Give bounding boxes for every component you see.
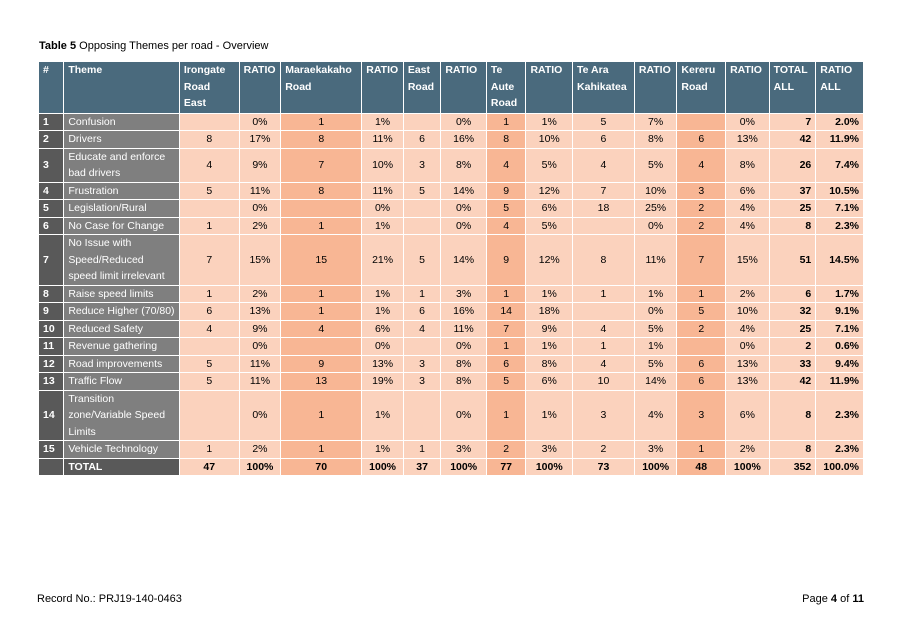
- count-cell: 1: [404, 441, 440, 458]
- total-cell: 2: [770, 338, 816, 355]
- theme-cell: Vehicle Technology: [64, 441, 179, 458]
- count-cell: 7: [281, 149, 361, 182]
- table-row: [39, 321, 863, 338]
- count-total-cell: 48: [677, 459, 725, 476]
- total-cell: 42: [770, 373, 816, 390]
- ratio-cell: 4%: [726, 321, 769, 338]
- count-cell: 2: [677, 321, 725, 338]
- count-cell: 5: [404, 183, 440, 200]
- ratio-cell: 4%: [726, 200, 769, 217]
- ratio-cell: 0%: [635, 218, 677, 235]
- table-row: [39, 441, 863, 458]
- count-cell: 1: [281, 303, 361, 320]
- count-cell: 1: [281, 286, 361, 303]
- total-cell: 26: [770, 149, 816, 182]
- count-cell: [281, 200, 361, 217]
- ratio-cell: 12%: [526, 183, 572, 200]
- ratio-total-cell: 100%: [362, 459, 403, 476]
- grand-total-cell: 352: [770, 459, 816, 476]
- count-cell: [404, 391, 440, 441]
- column-header: RATIO: [362, 62, 403, 113]
- ratio-cell: 18%: [526, 303, 572, 320]
- count-cell: 1: [677, 286, 725, 303]
- row-number: 12: [39, 356, 63, 373]
- ratio-cell: 11%: [635, 235, 677, 285]
- table-row: [39, 114, 863, 131]
- count-cell: [404, 114, 440, 131]
- row-number: 15: [39, 441, 63, 458]
- total-cell: 37: [770, 183, 816, 200]
- ratio-cell: 10%: [362, 149, 403, 182]
- ratio-cell: 6%: [726, 183, 769, 200]
- row-number: 8: [39, 286, 63, 303]
- row-number: 1: [39, 114, 63, 131]
- column-header: TOTAL ALL: [770, 62, 816, 113]
- ratio-cell: 0%: [240, 200, 281, 217]
- ratio-all-cell: 7.4%: [816, 149, 863, 182]
- ratio-cell: 8%: [441, 149, 486, 182]
- count-cell: 4: [487, 218, 526, 235]
- ratio-cell: 5%: [635, 149, 677, 182]
- count-cell: 1: [487, 286, 526, 303]
- ratio-cell: 9%: [240, 321, 281, 338]
- table-row: [39, 149, 863, 182]
- ratio-cell: 13%: [726, 356, 769, 373]
- count-cell: 2: [677, 218, 725, 235]
- column-header: Theme: [64, 62, 179, 113]
- ratio-cell: 3%: [635, 441, 677, 458]
- count-cell: [180, 114, 239, 131]
- row-number: 11: [39, 338, 63, 355]
- ratio-cell: 1%: [635, 338, 677, 355]
- ratio-cell: 4%: [635, 391, 677, 441]
- column-header: RATIO ALL: [816, 62, 863, 113]
- ratio-cell: 6%: [526, 373, 572, 390]
- ratio-cell: 1%: [362, 391, 403, 441]
- count-cell: 8: [573, 235, 634, 285]
- count-cell: 1: [573, 338, 634, 355]
- ratio-cell: 1%: [362, 441, 403, 458]
- count-cell: 6: [404, 303, 440, 320]
- row-number: 3: [39, 149, 63, 182]
- count-cell: 1: [487, 338, 526, 355]
- page-current: 4: [830, 593, 838, 605]
- ratio-cell: 17%: [240, 131, 281, 148]
- ratio-cell: 11%: [362, 131, 403, 148]
- ratio-cell: 2%: [726, 286, 769, 303]
- theme-cell: Transition zone/Variable Speed Limits: [64, 391, 179, 441]
- ratio-cell: 16%: [441, 303, 486, 320]
- row-number: 2: [39, 131, 63, 148]
- ratio-cell: 8%: [635, 131, 677, 148]
- column-header: RATIO: [240, 62, 281, 113]
- count-cell: 1: [281, 218, 361, 235]
- column-header: Te Aute Road: [487, 62, 526, 113]
- count-cell: 7: [487, 321, 526, 338]
- ratio-all-cell: 0.6%: [816, 338, 863, 355]
- ratio-cell: 1%: [362, 303, 403, 320]
- ratio-cell: 0%: [726, 338, 769, 355]
- count-cell: [677, 114, 725, 131]
- total-label: TOTAL: [64, 459, 179, 476]
- ratio-cell: 1%: [526, 391, 572, 441]
- total-cell: 32: [770, 303, 816, 320]
- ratio-cell: 13%: [362, 356, 403, 373]
- table-row: [39, 391, 863, 441]
- ratio-cell: 8%: [726, 149, 769, 182]
- count-cell: [180, 391, 239, 441]
- count-cell: 8: [281, 131, 361, 148]
- table-row: [39, 373, 863, 390]
- ratio-cell: 15%: [726, 235, 769, 285]
- ratio-cell: 8%: [526, 356, 572, 373]
- total-cell: 25: [770, 200, 816, 217]
- theme-cell: Frustration: [64, 183, 179, 200]
- ratio-cell: 21%: [362, 235, 403, 285]
- theme-cell: Legislation/Rural: [64, 200, 179, 217]
- count-cell: 1: [487, 114, 526, 131]
- ratio-cell: 0%: [441, 114, 486, 131]
- page-number: [802, 593, 864, 605]
- count-cell: [573, 303, 634, 320]
- count-cell: 1: [677, 441, 725, 458]
- count-cell: 5: [180, 183, 239, 200]
- record-number: Record No.: PRJ19-140-0463: [37, 593, 182, 605]
- count-cell: [281, 338, 361, 355]
- ratio-cell: 14%: [635, 373, 677, 390]
- count-cell: 1: [573, 286, 634, 303]
- total-cell: 8: [770, 218, 816, 235]
- ratio-all-cell: 2.3%: [816, 218, 863, 235]
- count-total-cell: 47: [180, 459, 239, 476]
- ratio-cell: 4%: [726, 218, 769, 235]
- count-cell: 8: [180, 131, 239, 148]
- ratio-cell: 1%: [526, 114, 572, 131]
- ratio-cell: 10%: [726, 303, 769, 320]
- ratio-all-cell: 14.5%: [816, 235, 863, 285]
- ratio-all-cell: 2.3%: [816, 441, 863, 458]
- count-cell: [404, 338, 440, 355]
- count-cell: 5: [487, 200, 526, 217]
- ratio-cell: 1%: [635, 286, 677, 303]
- count-cell: 5: [180, 373, 239, 390]
- count-cell: 7: [180, 235, 239, 285]
- total-cell: 7: [770, 114, 816, 131]
- ratio-all-cell: 7.1%: [816, 321, 863, 338]
- table-row: [39, 303, 863, 320]
- count-cell: 8: [281, 183, 361, 200]
- count-cell: 1: [180, 218, 239, 235]
- ratio-cell: 16%: [441, 131, 486, 148]
- opposing-themes-table: [38, 61, 864, 476]
- ratio-cell: 0%: [441, 200, 486, 217]
- ratio-cell: 2%: [240, 286, 281, 303]
- ratio-all-cell: 11.9%: [816, 131, 863, 148]
- count-cell: 3: [677, 183, 725, 200]
- total-cell: 51: [770, 235, 816, 285]
- ratio-cell: 2%: [240, 441, 281, 458]
- count-cell: 4: [180, 321, 239, 338]
- row-number: 13: [39, 373, 63, 390]
- ratio-cell: 0%: [726, 114, 769, 131]
- table-caption: [39, 39, 268, 53]
- ratio-cell: 13%: [240, 303, 281, 320]
- ratio-cell: 13%: [726, 131, 769, 148]
- ratio-cell: 0%: [441, 338, 486, 355]
- ratio-cell: 1%: [362, 218, 403, 235]
- table-row: [39, 235, 863, 285]
- table-row: [39, 338, 863, 355]
- page-total: 11: [852, 593, 864, 605]
- table-caption-label: Table 5: [39, 40, 77, 52]
- ratio-cell: 13%: [726, 373, 769, 390]
- ratio-cell: 8%: [441, 373, 486, 390]
- count-cell: 4: [180, 149, 239, 182]
- ratio-cell: 25%: [635, 200, 677, 217]
- theme-cell: Confusion: [64, 114, 179, 131]
- ratio-all-cell: 7.1%: [816, 200, 863, 217]
- count-cell: [180, 200, 239, 217]
- grand-ratio-cell: 100.0%: [816, 459, 863, 476]
- ratio-cell: 2%: [726, 441, 769, 458]
- column-header: East Road: [404, 62, 440, 113]
- ratio-cell: 11%: [240, 373, 281, 390]
- ratio-cell: 14%: [441, 235, 486, 285]
- theme-cell: Drivers: [64, 131, 179, 148]
- column-header: RATIO: [726, 62, 769, 113]
- count-cell: 4: [404, 321, 440, 338]
- table-row: [39, 200, 863, 217]
- count-cell: 4: [487, 149, 526, 182]
- ratio-all-cell: 11.9%: [816, 373, 863, 390]
- count-cell: 3: [404, 373, 440, 390]
- ratio-cell: 1%: [362, 114, 403, 131]
- count-cell: 10: [573, 373, 634, 390]
- count-cell: 3: [573, 391, 634, 441]
- ratio-total-cell: 100%: [441, 459, 486, 476]
- row-number: 7: [39, 235, 63, 285]
- ratio-cell: 7%: [635, 114, 677, 131]
- count-cell: 1: [281, 114, 361, 131]
- count-total-cell: 73: [573, 459, 634, 476]
- count-cell: [180, 338, 239, 355]
- ratio-cell: 0%: [240, 114, 281, 131]
- header-row: [39, 62, 863, 113]
- total-cell: 33: [770, 356, 816, 373]
- ratio-cell: 6%: [362, 321, 403, 338]
- row-number: 9: [39, 303, 63, 320]
- column-header: Maraekakaho Road: [281, 62, 361, 113]
- column-header: #: [39, 62, 63, 113]
- ratio-cell: 11%: [441, 321, 486, 338]
- total-cell: 25: [770, 321, 816, 338]
- count-cell: 8: [487, 131, 526, 148]
- count-total-cell: 70: [281, 459, 361, 476]
- count-cell: 18: [573, 200, 634, 217]
- count-total-cell: 77: [487, 459, 526, 476]
- count-cell: 2: [677, 200, 725, 217]
- theme-cell: Traffic Flow: [64, 373, 179, 390]
- row-number: 6: [39, 218, 63, 235]
- count-cell: 4: [677, 149, 725, 182]
- ratio-cell: 10%: [526, 131, 572, 148]
- total-cell: 42: [770, 131, 816, 148]
- count-cell: [404, 200, 440, 217]
- count-cell: 1: [487, 391, 526, 441]
- table-caption-text: Opposing Themes per road - Overview: [79, 40, 269, 52]
- ratio-cell: 3%: [441, 286, 486, 303]
- ratio-cell: 3%: [441, 441, 486, 458]
- ratio-cell: 9%: [240, 149, 281, 182]
- count-cell: 1: [281, 441, 361, 458]
- total-row: [39, 459, 863, 476]
- theme-cell: No Case for Change: [64, 218, 179, 235]
- column-header: RATIO: [526, 62, 572, 113]
- ratio-cell: 1%: [526, 338, 572, 355]
- count-cell: 1: [180, 441, 239, 458]
- count-cell: 4: [281, 321, 361, 338]
- ratio-cell: 11%: [362, 183, 403, 200]
- ratio-all-cell: 9.4%: [816, 356, 863, 373]
- count-cell: 6: [180, 303, 239, 320]
- page-prefix: Page: [802, 593, 828, 605]
- ratio-cell: 11%: [240, 356, 281, 373]
- theme-cell: Revenue gathering: [64, 338, 179, 355]
- ratio-all-cell: 9.1%: [816, 303, 863, 320]
- table-row: [39, 286, 863, 303]
- column-header: Te Ara Kahikatea: [573, 62, 634, 113]
- total-cell: 8: [770, 441, 816, 458]
- theme-cell: Raise speed limits: [64, 286, 179, 303]
- ratio-cell: 5%: [635, 321, 677, 338]
- ratio-total-cell: 100%: [635, 459, 677, 476]
- ratio-cell: 19%: [362, 373, 403, 390]
- count-cell: 5: [573, 114, 634, 131]
- ratio-cell: 5%: [635, 356, 677, 373]
- count-cell: 15: [281, 235, 361, 285]
- ratio-cell: 0%: [240, 338, 281, 355]
- ratio-all-cell: 2.0%: [816, 114, 863, 131]
- count-cell: 2: [487, 441, 526, 458]
- ratio-total-cell: 100%: [240, 459, 281, 476]
- count-cell: 5: [677, 303, 725, 320]
- ratio-cell: 9%: [526, 321, 572, 338]
- ratio-cell: 10%: [635, 183, 677, 200]
- theme-cell: Reduced Safety: [64, 321, 179, 338]
- theme-cell: No Issue with Speed/Reduced speed limit irrelevant: [64, 235, 179, 285]
- count-cell: 9: [487, 235, 526, 285]
- count-total-cell: 37: [404, 459, 440, 476]
- count-cell: 4: [573, 321, 634, 338]
- page-of: of: [840, 593, 850, 605]
- ratio-cell: 5%: [526, 218, 572, 235]
- count-cell: 6: [677, 356, 725, 373]
- ratio-all-cell: 1.7%: [816, 286, 863, 303]
- count-cell: 6: [487, 356, 526, 373]
- table-row: [39, 131, 863, 148]
- ratio-cell: 15%: [240, 235, 281, 285]
- ratio-cell: 6%: [726, 391, 769, 441]
- theme-cell: Road improvements: [64, 356, 179, 373]
- table-row: [39, 356, 863, 373]
- column-header: RATIO: [441, 62, 486, 113]
- row-number: 5: [39, 200, 63, 217]
- count-cell: 1: [180, 286, 239, 303]
- column-header: Irongate Road East: [180, 62, 239, 113]
- count-cell: 7: [573, 183, 634, 200]
- count-cell: 5: [404, 235, 440, 285]
- ratio-cell: 5%: [526, 149, 572, 182]
- ratio-cell: 8%: [441, 356, 486, 373]
- ratio-cell: 0%: [240, 391, 281, 441]
- count-cell: 4: [573, 149, 634, 182]
- ratio-cell: 0%: [635, 303, 677, 320]
- ratio-cell: 11%: [240, 183, 281, 200]
- count-cell: 2: [573, 441, 634, 458]
- count-cell: 3: [677, 391, 725, 441]
- count-cell: 6: [573, 131, 634, 148]
- ratio-cell: 1%: [362, 286, 403, 303]
- count-cell: 5: [487, 373, 526, 390]
- count-cell: 3: [404, 356, 440, 373]
- total-cell: 8: [770, 391, 816, 441]
- count-cell: 6: [677, 131, 725, 148]
- count-cell: 14: [487, 303, 526, 320]
- ratio-cell: 6%: [526, 200, 572, 217]
- total-cell: 6: [770, 286, 816, 303]
- count-cell: 7: [677, 235, 725, 285]
- row-number: [39, 459, 63, 476]
- row-number: 4: [39, 183, 63, 200]
- ratio-cell: 0%: [362, 200, 403, 217]
- theme-cell: Educate and enforce bad drivers: [64, 149, 179, 182]
- count-cell: [677, 338, 725, 355]
- ratio-total-cell: 100%: [526, 459, 572, 476]
- count-cell: 13: [281, 373, 361, 390]
- count-cell: [573, 218, 634, 235]
- row-number: 14: [39, 391, 63, 441]
- ratio-all-cell: 10.5%: [816, 183, 863, 200]
- ratio-cell: 0%: [362, 338, 403, 355]
- count-cell: 1: [404, 286, 440, 303]
- table-row: [39, 218, 863, 235]
- row-number: 10: [39, 321, 63, 338]
- column-header: Kereru Road: [677, 62, 725, 113]
- table-row: [39, 183, 863, 200]
- count-cell: 6: [404, 131, 440, 148]
- ratio-total-cell: 100%: [726, 459, 769, 476]
- ratio-cell: 2%: [240, 218, 281, 235]
- count-cell: [404, 218, 440, 235]
- theme-cell: Reduce Higher (70/80): [64, 303, 179, 320]
- count-cell: 9: [281, 356, 361, 373]
- count-cell: 5: [180, 356, 239, 373]
- count-cell: 6: [677, 373, 725, 390]
- column-header: RATIO: [635, 62, 677, 113]
- count-cell: 4: [573, 356, 634, 373]
- count-cell: 9: [487, 183, 526, 200]
- ratio-cell: 0%: [441, 391, 486, 441]
- ratio-all-cell: 2.3%: [816, 391, 863, 441]
- ratio-cell: 14%: [441, 183, 486, 200]
- count-cell: 1: [281, 391, 361, 441]
- ratio-cell: 12%: [526, 235, 572, 285]
- count-cell: 3: [404, 149, 440, 182]
- ratio-cell: 0%: [441, 218, 486, 235]
- ratio-cell: 3%: [526, 441, 572, 458]
- ratio-cell: 1%: [526, 286, 572, 303]
